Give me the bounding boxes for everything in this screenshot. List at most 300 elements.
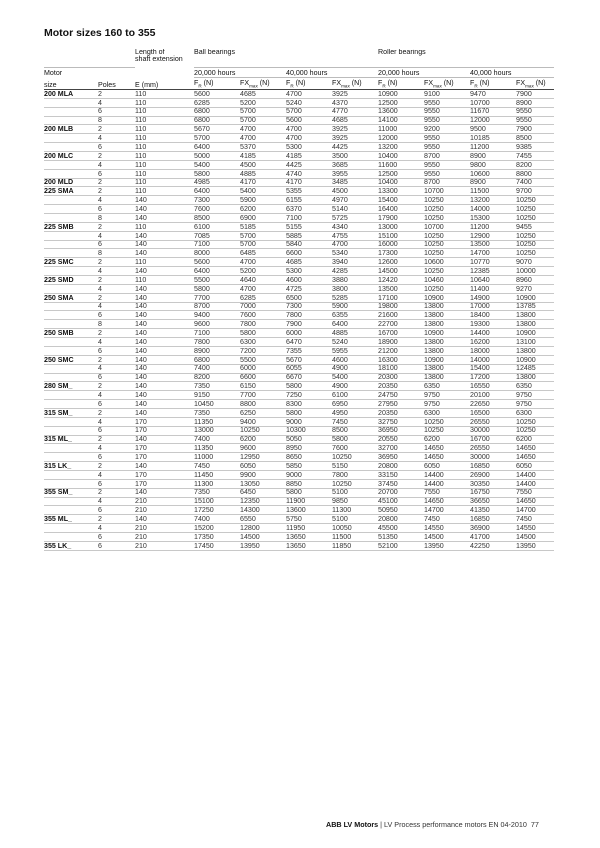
force-value-cell: 9270 (516, 284, 554, 293)
force-value-cell: 7450 (194, 462, 240, 471)
force-value-cell: 7450 (424, 515, 470, 524)
force-value-cell: 4170 (240, 178, 286, 187)
force-value-cell: 36950 (378, 426, 424, 435)
force-value-cell: 6200 (516, 435, 554, 444)
motor-size-cell (44, 249, 98, 258)
table-row (44, 364, 554, 373)
page-number: 77 (530, 820, 539, 829)
poles-cell: 4 (98, 196, 135, 205)
e-mm-cell: 170 (135, 470, 194, 479)
force-value-cell: 10250 (424, 240, 470, 249)
force-value-cell: 4700 (240, 134, 286, 143)
force-value-cell: 13785 (516, 302, 554, 311)
force-value-cell: 13800 (516, 346, 554, 355)
force-value-cell: 9800 (470, 160, 516, 169)
poles-cell: 2 (98, 515, 135, 524)
force-value-cell: 9000 (286, 470, 332, 479)
force-value-cell: 13000 (194, 426, 240, 435)
force-value-cell: 6800 (194, 116, 240, 125)
force-value-cell: 14650 (516, 497, 554, 506)
poles-cell: 2 (98, 178, 135, 187)
motor-size-cell (44, 98, 98, 107)
force-value-cell: 7900 (516, 90, 554, 99)
e-mm-cell: 170 (135, 426, 194, 435)
force-value-cell: 20350 (378, 382, 424, 391)
force-value-cell: 14550 (424, 524, 470, 533)
motor-size-cell (44, 364, 98, 373)
force-value-cell: 5100 (332, 515, 378, 524)
e-mm-cell: 110 (135, 152, 194, 161)
table-row (44, 169, 554, 178)
force-value-cell: 13800 (424, 364, 470, 373)
poles-cell: 6 (98, 346, 135, 355)
force-value-cell: 10770 (470, 258, 516, 267)
force-value-cell: 5840 (286, 240, 332, 249)
force-value-cell: 7100 (194, 240, 240, 249)
force-value-cell: 10250 (240, 426, 286, 435)
force-value-cell: 5800 (286, 382, 332, 391)
table-row (44, 240, 554, 249)
force-value-cell: 7400 (194, 435, 240, 444)
force-value-cell: 10640 (470, 276, 516, 285)
force-value-cell: 13100 (516, 338, 554, 347)
force-value-cell: 17200 (470, 373, 516, 382)
motor-size-cell (44, 346, 98, 355)
force-value-cell: 16500 (470, 408, 516, 417)
e-mm-cell: 110 (135, 90, 194, 99)
force-value-cell: 9385 (516, 143, 554, 152)
table-row (44, 267, 554, 276)
force-value-cell: 5300 (286, 267, 332, 276)
force-value-cell: 6300 (240, 338, 286, 347)
force-value-cell: 10600 (424, 258, 470, 267)
force-value-cell: 5670 (286, 355, 332, 364)
force-value-cell: 8650 (286, 453, 332, 462)
table-row (44, 320, 554, 329)
force-value-cell: 7600 (332, 444, 378, 453)
force-value-cell: 5400 (194, 160, 240, 169)
force-value-cell: 5955 (332, 346, 378, 355)
force-value-cell: 10250 (332, 479, 378, 488)
force-value-cell: 12000 (470, 116, 516, 125)
poles-cell: 6 (98, 169, 135, 178)
force-value-cell: 14400 (516, 470, 554, 479)
force-value-cell: 11350 (194, 417, 240, 426)
e-mm-cell: 110 (135, 160, 194, 169)
force-value-cell: 13650 (286, 532, 332, 541)
force-value-cell: 6470 (286, 338, 332, 347)
force-value-cell: 10400 (378, 178, 424, 187)
force-value-cell: 51350 (378, 532, 424, 541)
motor-size-cell (44, 284, 98, 293)
force-value-cell: 17100 (378, 293, 424, 302)
force-value-cell: 9400 (194, 311, 240, 320)
force-value-cell: 10600 (470, 169, 516, 178)
force-value-cell: 27950 (378, 400, 424, 409)
force-value-cell: 5100 (332, 488, 378, 497)
force-value-cell: 12500 (378, 169, 424, 178)
table-row (44, 541, 554, 550)
force-value-cell: 12600 (378, 258, 424, 267)
table-row (44, 107, 554, 116)
table-row (44, 231, 554, 240)
force-value-cell: 9700 (516, 187, 554, 196)
force-value-cell: 3800 (332, 284, 378, 293)
force-value-cell: 7085 (194, 231, 240, 240)
force-value-cell: 9750 (424, 391, 470, 400)
force-value-cell: 10250 (424, 267, 470, 276)
table-row (44, 187, 554, 196)
force-value-cell: 12350 (240, 497, 286, 506)
force-value-cell: 10250 (516, 231, 554, 240)
table-header (44, 49, 554, 90)
force-value-cell: 17250 (194, 506, 240, 515)
table-row (44, 391, 554, 400)
motor-size-cell (44, 506, 98, 515)
table-row (44, 205, 554, 214)
poles-cell: 4 (98, 391, 135, 400)
force-value-cell: 14000 (470, 355, 516, 364)
force-value-cell: 10250 (516, 196, 554, 205)
force-value-cell: 6400 (194, 267, 240, 276)
force-value-cell: 10250 (424, 205, 470, 214)
motor-size-cell: 315 SM_ (44, 408, 98, 417)
force-value-cell: 7200 (240, 346, 286, 355)
force-value-cell: 26550 (470, 417, 516, 426)
force-r-header: $F_R$ (N) (470, 78, 516, 90)
motor-size-cell: 200 MLD (44, 178, 98, 187)
force-value-cell: 13950 (516, 541, 554, 550)
motor-size-cell (44, 134, 98, 143)
poles-cell: 8 (98, 320, 135, 329)
force-value-cell: 6485 (240, 249, 286, 258)
force-value-cell: 10250 (516, 214, 554, 223)
force-value-cell: 5700 (240, 116, 286, 125)
table-row (44, 488, 554, 497)
force-value-cell: 10250 (516, 205, 554, 214)
force-value-cell: 26900 (470, 470, 516, 479)
force-value-cell: 10900 (516, 293, 554, 302)
force-value-cell: 16750 (470, 488, 516, 497)
force-x-max-header: $FX_{max}$ (N) (424, 78, 470, 90)
force-value-cell: 6200 (424, 435, 470, 444)
force-value-cell: 7400 (516, 178, 554, 187)
force-value-cell: 41700 (470, 532, 516, 541)
e-mm-cell: 140 (135, 373, 194, 382)
force-value-cell: 6155 (286, 196, 332, 205)
e-mm-cell: 140 (135, 338, 194, 347)
force-value-cell: 6100 (332, 391, 378, 400)
force-value-cell: 10250 (424, 426, 470, 435)
force-value-cell: 30000 (470, 453, 516, 462)
table-row (44, 116, 554, 125)
force-value-cell: 45500 (378, 524, 424, 533)
poles-cell: 2 (98, 355, 135, 364)
force-value-cell: 11500 (332, 532, 378, 541)
force-value-cell: 6500 (286, 293, 332, 302)
poles-cell: 4 (98, 98, 135, 107)
poles-cell: 4 (98, 417, 135, 426)
force-value-cell: 5200 (240, 98, 286, 107)
force-value-cell: 6200 (240, 435, 286, 444)
force-value-cell: 4700 (286, 125, 332, 134)
force-value-cell: 11300 (332, 506, 378, 515)
poles-cell: 2 (98, 90, 135, 99)
force-value-cell: 5340 (332, 249, 378, 258)
force-value-cell: 5885 (286, 231, 332, 240)
e-mm-cell: 170 (135, 453, 194, 462)
force-value-cell: 14400 (424, 470, 470, 479)
force-value-cell: 9750 (516, 400, 554, 409)
force-value-cell: 9600 (240, 444, 286, 453)
force-value-cell: 16850 (470, 515, 516, 524)
force-value-cell: 7355 (286, 346, 332, 355)
force-value-cell: 16850 (470, 462, 516, 471)
force-value-cell: 8000 (194, 249, 240, 258)
motor-size-cell: 225 SMD (44, 276, 98, 285)
force-value-cell: 9550 (516, 116, 554, 125)
force-value-cell: 9550 (424, 143, 470, 152)
force-value-cell: 3925 (332, 134, 378, 143)
table-row (44, 125, 554, 134)
force-value-cell: 6400 (194, 143, 240, 152)
table-row (44, 249, 554, 258)
force-value-cell: 14400 (424, 479, 470, 488)
force-value-cell: 14900 (470, 293, 516, 302)
force-x-max-header: $FX_{max}$ (N) (516, 78, 554, 90)
e-mm-cell: 140 (135, 382, 194, 391)
motor-size-cell: 315 LK_ (44, 462, 98, 471)
roller-20k-header: 20,000 hours (378, 68, 470, 78)
force-value-cell: 14500 (378, 267, 424, 276)
length-header: Length of shaft extension (135, 49, 183, 64)
force-value-cell: 13800 (516, 320, 554, 329)
force-value-cell: 10400 (378, 152, 424, 161)
force-value-cell: 8700 (424, 178, 470, 187)
poles-cell: 6 (98, 373, 135, 382)
force-value-cell: 7450 (516, 515, 554, 524)
force-value-cell: 16200 (470, 338, 516, 347)
table-row (44, 90, 554, 99)
force-value-cell: 5800 (194, 169, 240, 178)
force-value-cell: 5900 (240, 196, 286, 205)
force-value-cell: 6670 (286, 373, 332, 382)
force-value-cell: 11950 (286, 524, 332, 533)
force-value-cell: 10250 (424, 196, 470, 205)
force-value-cell: 11450 (194, 470, 240, 479)
force-value-cell: 6600 (240, 373, 286, 382)
force-value-cell: 4740 (286, 169, 332, 178)
force-value-cell: 10300 (286, 426, 332, 435)
e-mm-cell: 110 (135, 107, 194, 116)
force-value-cell: 9000 (286, 417, 332, 426)
force-value-cell: 13500 (378, 284, 424, 293)
force-value-cell: 5370 (240, 143, 286, 152)
poles-header: Poles (98, 78, 135, 90)
motor-size-cell (44, 391, 98, 400)
e-mm-cell: 140 (135, 400, 194, 409)
force-value-cell: 14700 (516, 506, 554, 515)
force-value-cell: 14650 (424, 453, 470, 462)
force-value-cell: 5050 (286, 435, 332, 444)
force-value-cell: 10185 (470, 134, 516, 143)
force-value-cell: 20300 (378, 373, 424, 382)
roller-40k-header: 40,000 hours (470, 68, 554, 78)
poles-cell: 6 (98, 311, 135, 320)
force-value-cell: 26550 (470, 444, 516, 453)
footer-brand: ABB LV Motors (326, 820, 379, 829)
force-value-cell: 6285 (194, 98, 240, 107)
table-row (44, 400, 554, 409)
poles-cell: 4 (98, 524, 135, 533)
force-value-cell: 42250 (470, 541, 516, 550)
force-value-cell: 36650 (470, 497, 516, 506)
force-value-cell: 5355 (286, 187, 332, 196)
force-value-cell: 7700 (194, 293, 240, 302)
e-mm-cell: 210 (135, 497, 194, 506)
force-value-cell: 36950 (378, 453, 424, 462)
motor-size-cell (44, 444, 98, 453)
force-value-cell: 15100 (378, 231, 424, 240)
force-value-cell: 5500 (194, 276, 240, 285)
force-value-cell: 11350 (194, 444, 240, 453)
force-value-cell: 4185 (240, 152, 286, 161)
force-value-cell: 6950 (332, 400, 378, 409)
e-mm-cell: 140 (135, 284, 194, 293)
page-footer (326, 820, 539, 829)
poles-cell: 6 (98, 426, 135, 435)
force-value-cell: 7350 (194, 382, 240, 391)
force-value-cell: 14650 (516, 444, 554, 453)
force-r-header: $F_R$ (N) (194, 78, 240, 90)
force-value-cell: 14650 (424, 444, 470, 453)
force-value-cell: 13800 (424, 373, 470, 382)
force-value-cell: 7100 (286, 214, 332, 223)
force-value-cell: 5850 (286, 462, 332, 471)
force-value-cell: 12950 (240, 453, 286, 462)
size-header: size (44, 78, 98, 90)
force-value-cell: 11500 (470, 187, 516, 196)
force-value-cell: 5670 (194, 125, 240, 134)
force-value-cell: 5725 (332, 214, 378, 223)
table-row (44, 408, 554, 417)
motor-size-cell: 225 SMB (44, 222, 98, 231)
force-value-cell: 11400 (470, 284, 516, 293)
force-value-cell: 5800 (286, 488, 332, 497)
motor-size-cell (44, 205, 98, 214)
force-value-cell: 7800 (194, 338, 240, 347)
force-value-cell: 7350 (194, 408, 240, 417)
force-value-cell: 21600 (378, 311, 424, 320)
table-row (44, 532, 554, 541)
force-value-cell: 13650 (286, 541, 332, 550)
table-row (44, 524, 554, 533)
force-value-cell: 7800 (286, 311, 332, 320)
force-value-cell: 8800 (516, 169, 554, 178)
force-value-cell: 10700 (470, 98, 516, 107)
force-value-cell: 5700 (194, 134, 240, 143)
force-value-cell: 13300 (378, 187, 424, 196)
e-mm-cell: 140 (135, 320, 194, 329)
table-row (44, 382, 554, 391)
motor-size-cell (44, 453, 98, 462)
force-value-cell: 8900 (470, 152, 516, 161)
force-value-cell: 6200 (240, 205, 286, 214)
force-value-cell: 9550 (424, 134, 470, 143)
e-mm-cell: 110 (135, 169, 194, 178)
force-value-cell: 14300 (240, 506, 286, 515)
table-row (44, 134, 554, 143)
table-row (44, 152, 554, 161)
force-value-cell: 13200 (378, 143, 424, 152)
motor-size-cell: 315 ML_ (44, 435, 98, 444)
force-value-cell: 21200 (378, 346, 424, 355)
e-mm-cell: 140 (135, 214, 194, 223)
force-value-cell: 5400 (240, 187, 286, 196)
motor-size-cell (44, 338, 98, 347)
force-value-cell: 11300 (194, 479, 240, 488)
force-value-cell: 6400 (194, 187, 240, 196)
table-row (44, 373, 554, 382)
force-value-cell: 10450 (194, 400, 240, 409)
force-value-cell: 6600 (286, 249, 332, 258)
force-value-cell: 4985 (194, 178, 240, 187)
force-value-cell: 32700 (378, 444, 424, 453)
force-value-cell: 10250 (424, 231, 470, 240)
force-value-cell: 3485 (332, 178, 378, 187)
force-value-cell: 3925 (332, 125, 378, 134)
force-value-cell: 5700 (240, 107, 286, 116)
poles-cell: 6 (98, 479, 135, 488)
force-value-cell: 7700 (240, 391, 286, 400)
table-row (44, 214, 554, 223)
force-value-cell: 8200 (516, 160, 554, 169)
force-value-cell: 4700 (286, 134, 332, 143)
force-value-cell: 8500 (516, 134, 554, 143)
poles-cell: 2 (98, 488, 135, 497)
force-value-cell: 15100 (194, 497, 240, 506)
force-value-cell: 11600 (378, 160, 424, 169)
poles-cell: 6 (98, 453, 135, 462)
force-value-cell: 9200 (424, 125, 470, 134)
force-value-cell: 19300 (470, 320, 516, 329)
force-value-cell: 9550 (424, 160, 470, 169)
force-value-cell: 14500 (424, 532, 470, 541)
e-mm-cell: 140 (135, 488, 194, 497)
force-value-cell: 3955 (332, 169, 378, 178)
motor-size-cell (44, 107, 98, 116)
table-row (44, 338, 554, 347)
motor-size-cell: 250 SMB (44, 329, 98, 338)
force-value-cell: 5600 (194, 258, 240, 267)
force-value-cell: 6800 (194, 355, 240, 364)
force-value-cell: 10250 (424, 417, 470, 426)
force-value-cell: 10900 (424, 293, 470, 302)
force-value-cell: 9750 (516, 391, 554, 400)
force-value-cell: 8900 (194, 346, 240, 355)
motor-size-cell (44, 311, 98, 320)
force-value-cell: 16700 (378, 329, 424, 338)
motor-size-cell (44, 320, 98, 329)
ball-bearings-header: Ball bearings (194, 49, 378, 68)
force-value-cell: 3925 (332, 90, 378, 99)
poles-cell: 2 (98, 276, 135, 285)
table-row (44, 426, 554, 435)
e-mm-cell: 110 (135, 143, 194, 152)
force-value-cell: 14500 (240, 532, 286, 541)
force-value-cell: 7900 (516, 125, 554, 134)
e-mm-cell: 140 (135, 311, 194, 320)
